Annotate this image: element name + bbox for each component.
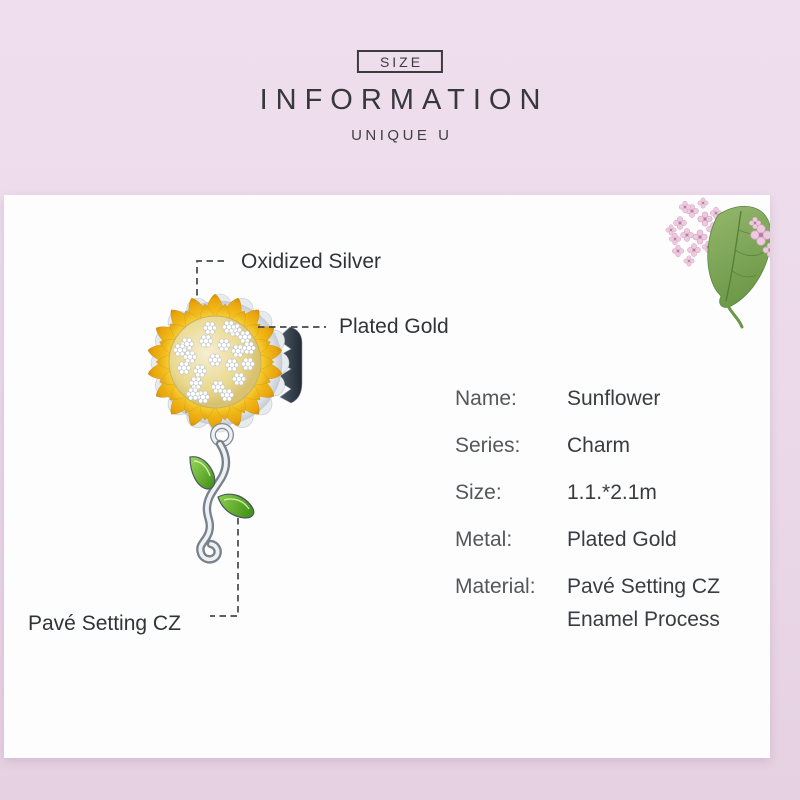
callout-pave-setting-cz: Pavé Setting CZ bbox=[28, 612, 181, 635]
spec-value: Charm bbox=[567, 434, 631, 457]
spec-label: Material: bbox=[455, 575, 536, 598]
spec-value-line2: Enamel Process bbox=[567, 608, 720, 631]
spec-value: 1.1.*2.1m bbox=[567, 481, 657, 504]
callout-plated-gold: Plated Gold bbox=[339, 315, 449, 338]
spec-list bbox=[455, 385, 755, 653]
spec-value bbox=[567, 573, 720, 633]
corner-flower-decoration bbox=[666, 198, 770, 327]
spec-label: Metal: bbox=[455, 528, 513, 551]
spec-row-size bbox=[455, 479, 755, 506]
oxidized-silver-line bbox=[197, 261, 224, 296]
size-badge: SIZE bbox=[357, 50, 443, 73]
page-subtitle: UNIQUE U bbox=[351, 127, 453, 144]
charm-group bbox=[146, 294, 302, 559]
spec-value: Sunflower bbox=[567, 387, 661, 410]
spec-row-name bbox=[455, 385, 755, 412]
spec-row-material bbox=[455, 573, 755, 633]
spec-row-series bbox=[455, 432, 755, 459]
spec-label: Name: bbox=[455, 387, 517, 410]
spec-value-line1: Pavé Setting CZ bbox=[567, 575, 720, 598]
product-card bbox=[4, 195, 770, 758]
spec-label: Series: bbox=[455, 434, 521, 457]
page-title: INFORMATION bbox=[259, 84, 549, 116]
spec-row-metal bbox=[455, 526, 755, 553]
spec-value: Plated Gold bbox=[567, 528, 677, 551]
spec-label: Size: bbox=[455, 481, 502, 504]
pave-setting-line bbox=[210, 518, 238, 616]
callout-oxidized-silver: Oxidized Silver bbox=[241, 250, 382, 273]
